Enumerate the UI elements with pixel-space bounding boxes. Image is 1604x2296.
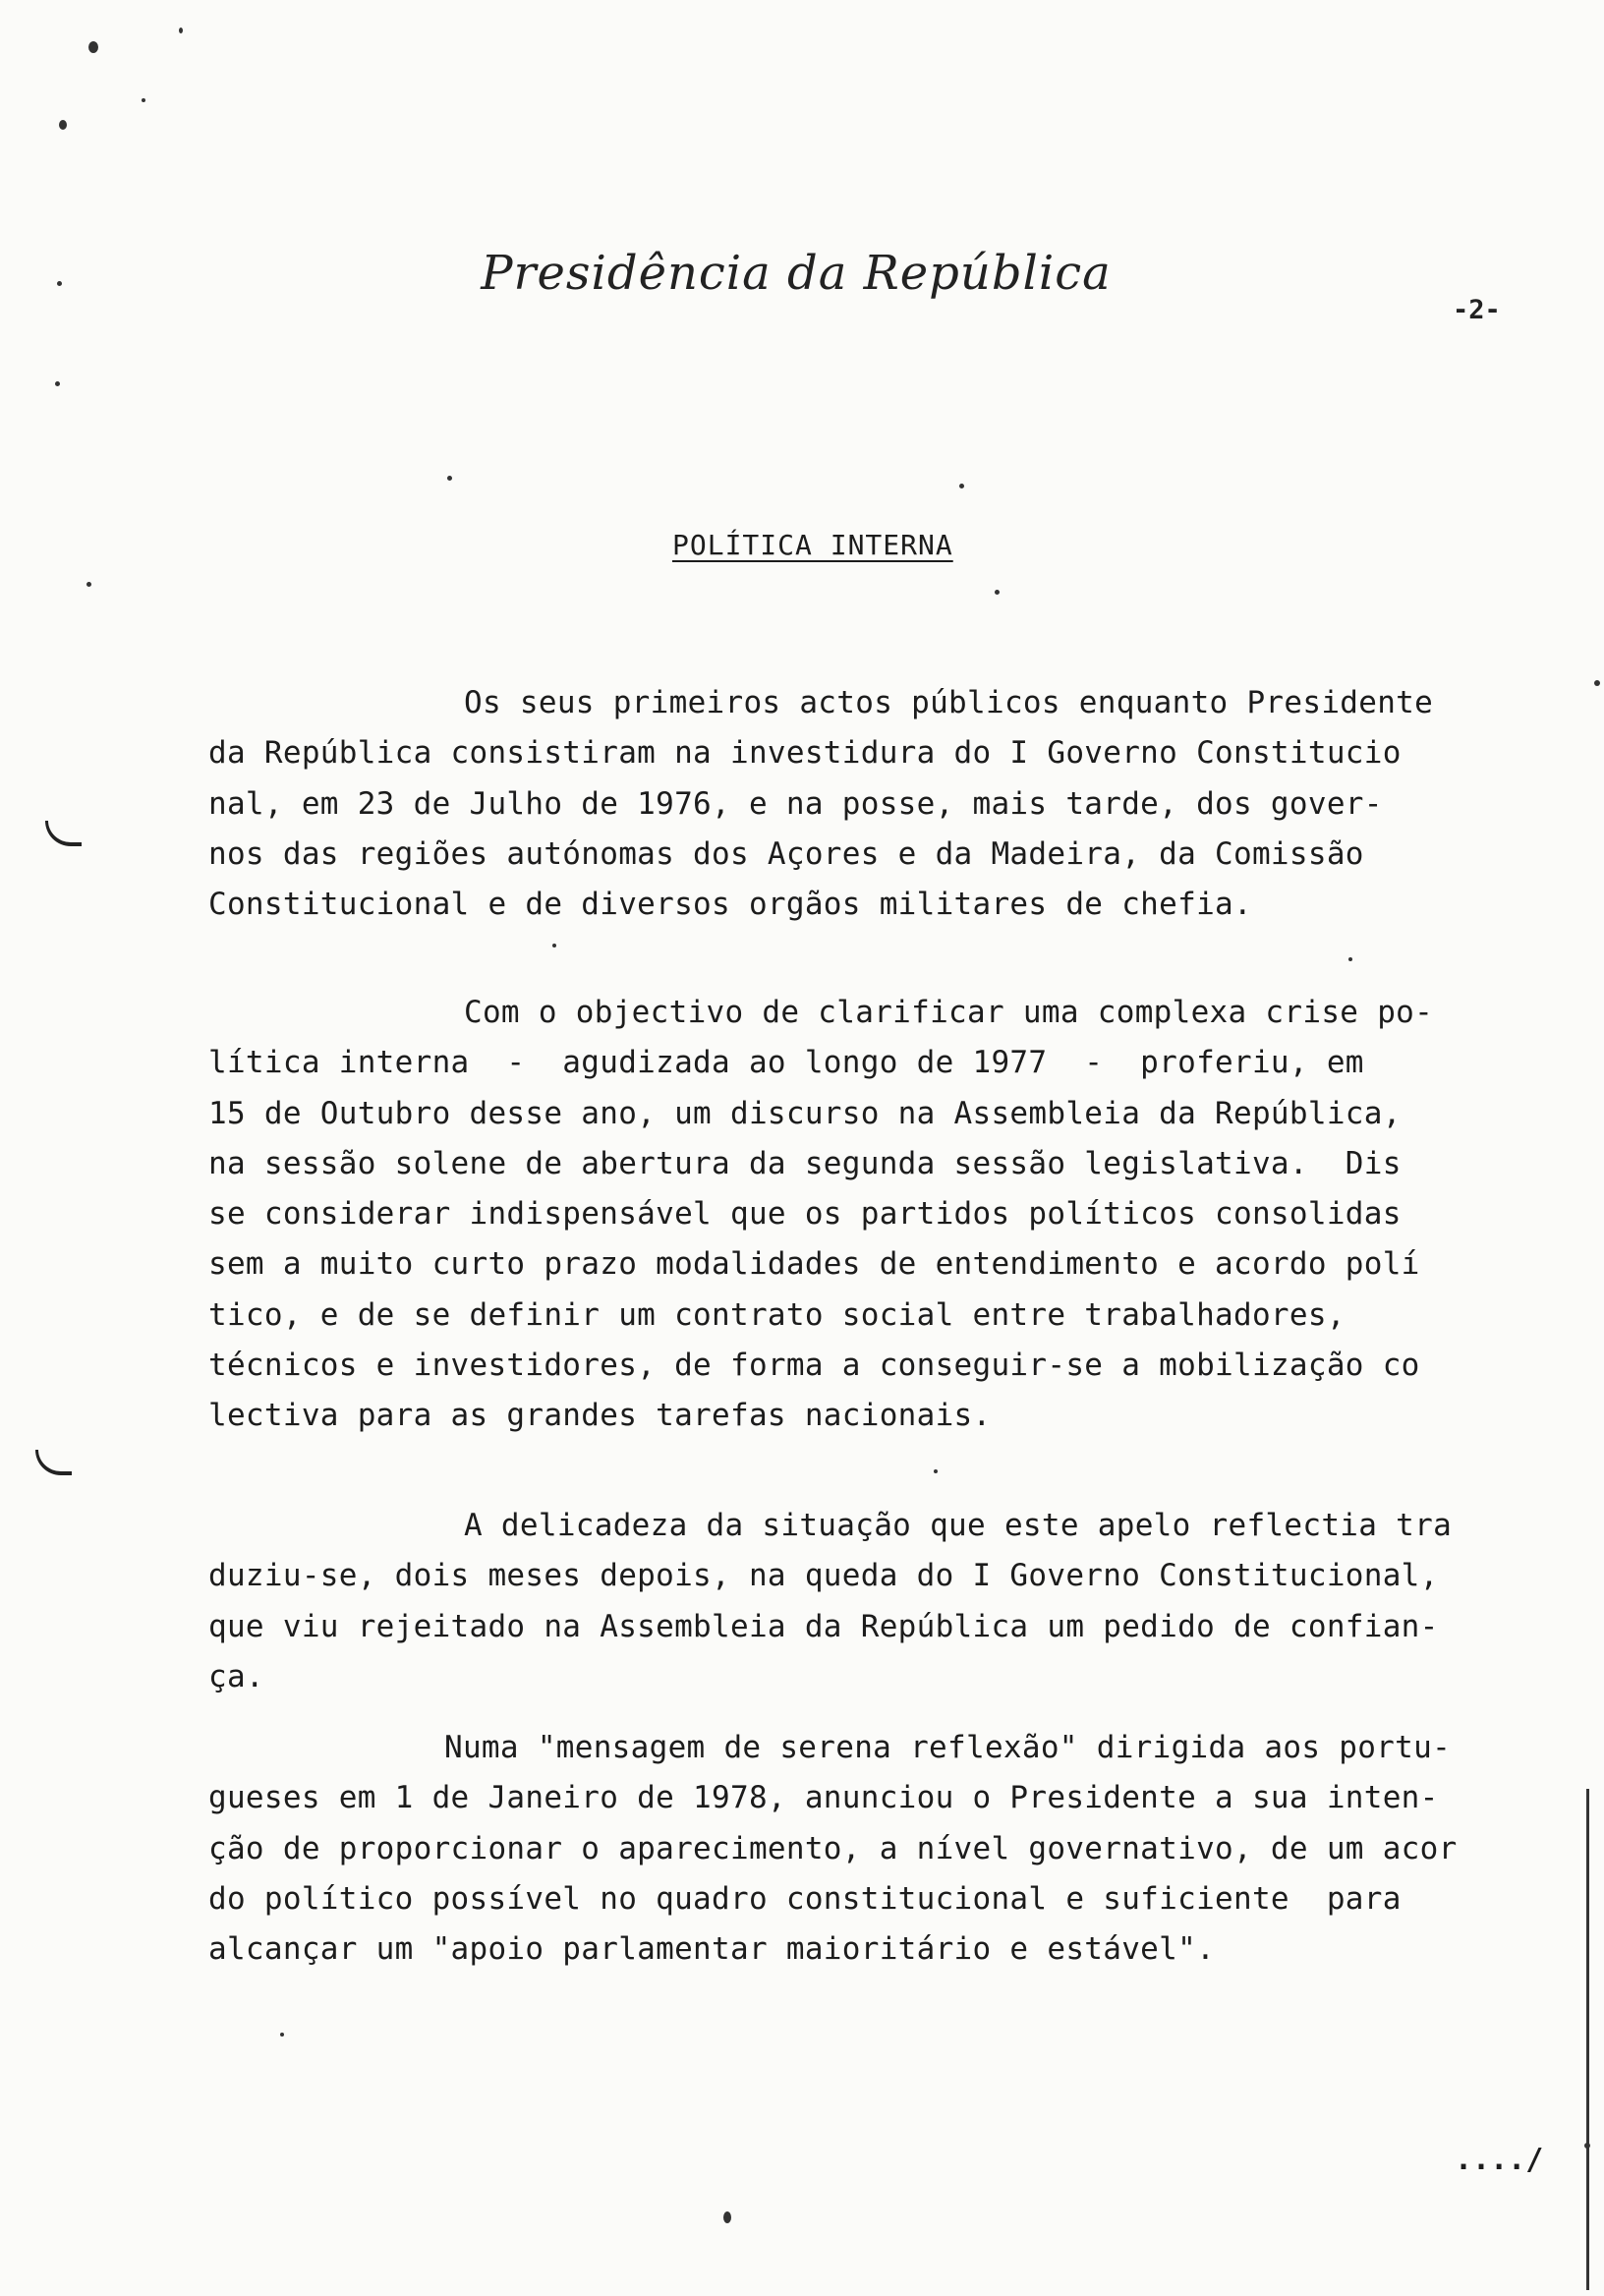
text-line: se considerar indispensável que os partidos políticos consolidas <box>208 1196 1402 1233</box>
scan-speck <box>179 28 183 33</box>
continuation-mark: ..../ <box>1455 2143 1544 2177</box>
text-line: Com o objectivo de clarificar uma complexa crise po- <box>464 995 1434 1030</box>
text-line: Os seus primeiros actos públicos enquanto Presidente <box>464 685 1434 720</box>
text-line: nal, em 23 de Julho de 1976, e na posse, mais tarde, dos gover- <box>208 785 1383 822</box>
text-line: técnicos e investidores, de forma a conseguir-se a mobilização co <box>208 1348 1420 1384</box>
text-line: alcançar um "apoio parlamentar maioritário e estável". <box>208 1931 1216 1968</box>
section-title: POLÍTICA INTERNA <box>672 529 953 561</box>
text-line: lítica interna - agudizada ao longo de 1977 - proferiu, em <box>208 1045 1364 1081</box>
text-line: duziu-se, dois meses depois, na queda do I Governo Constitucional, <box>208 1558 1439 1594</box>
text-line: sem a muito curto prazo modalidades de entendimento e acordo polí <box>208 1246 1420 1283</box>
scan-speck <box>1584 2143 1590 2149</box>
text-line: do político possível no quadro constitucional e suficiente para <box>208 1880 1402 1917</box>
scan-speck <box>1594 680 1600 686</box>
text-line: gueses em 1 de Janeiro de 1978, anunciou o Presidente a sua inten- <box>208 1780 1439 1816</box>
paragraph-1 <box>208 678 1545 930</box>
scan-speck <box>447 476 452 481</box>
scan-speck <box>88 41 98 53</box>
scan-speck <box>1348 957 1352 961</box>
text-line: na sessão solene de abertura da segunda sessão legislativa. Dis <box>208 1145 1402 1181</box>
text-line: da República consistiram na investidura do I Governo Constitucio <box>208 735 1402 772</box>
text-line: nos das regiões autónomas dos Açores e da Madeira, da Comissão <box>208 835 1364 872</box>
paragraph-3 <box>208 1501 1545 1702</box>
scan-speck <box>552 944 556 947</box>
scan-edge-line <box>1586 1789 1589 2290</box>
paragraph-2 <box>208 988 1545 1442</box>
scan-speck <box>55 381 60 386</box>
scan-speck <box>934 1469 938 1473</box>
paragraph-4 <box>208 1723 1545 1975</box>
scan-speck <box>142 98 145 102</box>
text-line: lectiva para as grandes tarefas nacionais. <box>208 1398 992 1434</box>
scan-arc-mark <box>35 1450 72 1475</box>
letterhead-title: Presidência da República <box>481 246 1112 301</box>
scan-speck <box>995 590 1000 595</box>
scan-speck <box>59 120 67 130</box>
text-line: 15 de Outubro desse ano, um discurso na Assembleia da República, <box>208 1095 1402 1131</box>
scan-speck <box>723 2211 731 2223</box>
text-line: tico, e de se definir um contrato social entre trabalhadores, <box>208 1296 1346 1333</box>
text-line: que viu rejeitado na Assembleia da República um pedido de confian- <box>208 1608 1439 1644</box>
text-line: A delicadeza da situação que este apelo reflectia tra <box>464 1508 1453 1543</box>
scan-speck <box>57 281 62 286</box>
scan-speck <box>280 2033 284 2037</box>
text-line: ção de proporcionar o aparecimento, a nível governativo, de um acor <box>208 1830 1458 1866</box>
text-line: Numa "mensagem de serena reflexão" dirigida aos portu- <box>444 1730 1452 1765</box>
scan-speck <box>86 582 91 587</box>
page-number: -2- <box>1453 295 1501 325</box>
text-line: Constitucional e de diversos orgãos militares de chefia. <box>208 887 1252 923</box>
scan-arc-mark <box>45 821 82 846</box>
text-line: ça. <box>208 1658 264 1694</box>
scan-speck <box>959 484 964 488</box>
